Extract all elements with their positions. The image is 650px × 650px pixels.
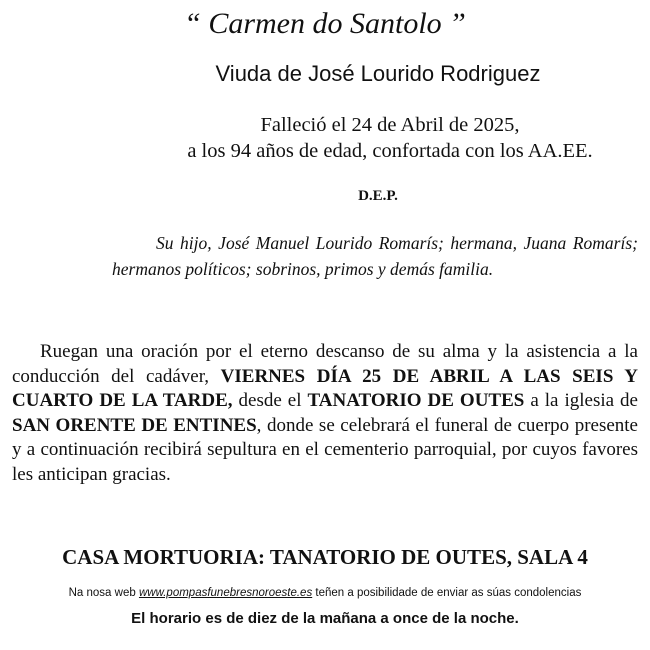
prayer-closing-text: , donde se celebrará el funeral de cuerpo presente y a continuación recibirá sepultura en el cementerio parroquial, por cuyos favores les anticipan gracias. <box>12 414 638 485</box>
mortuary-house: CASA MORTUORIA: TANATORIO DE OUTES, SALA 4 <box>62 545 588 569</box>
death-notice <box>0 112 650 164</box>
funeral-date-time: VIERNES DÍA 25 DE ABRIL A LAS SEIS Y CUARTO DE LA TARDE, <box>12 365 639 412</box>
prayer-intro-text: Ruegan una oración por el eterno descanso de su alma y la asistencia a la conducción del cadáver, <box>12 341 638 387</box>
prayer-paragraph <box>12 340 638 488</box>
widow-of-line: Viuda de José Lourido Rodriguez <box>215 61 541 86</box>
deceased-alias: “ Carmen do Santolo ” <box>184 7 466 40</box>
death-age-line: a los 94 años de edad, confortada con los AA.EE. <box>187 140 593 162</box>
opening-hours: El horario es de diez de la mañana a once de la noche. <box>131 610 519 627</box>
web-prefix: Na nosa web <box>68 587 139 599</box>
funeral-church: SAN ORENTE DE ENTINES <box>12 414 257 436</box>
prayer-from-text: desde el <box>232 390 308 412</box>
family-paragraph: Su hijo, José Manuel Lourido Romarís; hermana, Juana Romarís; hermanos políticos; sobrinos, primos y demás familia. <box>112 233 638 279</box>
website-link[interactable]: www.pompasfunebresnoroeste.es <box>138 587 313 599</box>
death-date-line: Falleció el 24 de Abril de 2025, <box>260 114 520 136</box>
funeral-origin: TANATORIO DE OUTES <box>307 390 525 412</box>
rip-abbreviation: D.E.P. <box>358 188 398 204</box>
web-condolences-line <box>0 584 650 602</box>
web-suffix: teñen a posibilidade de enviar as súas condolencias <box>312 587 582 599</box>
prayer-to-text: a la iglesia de <box>524 390 638 412</box>
